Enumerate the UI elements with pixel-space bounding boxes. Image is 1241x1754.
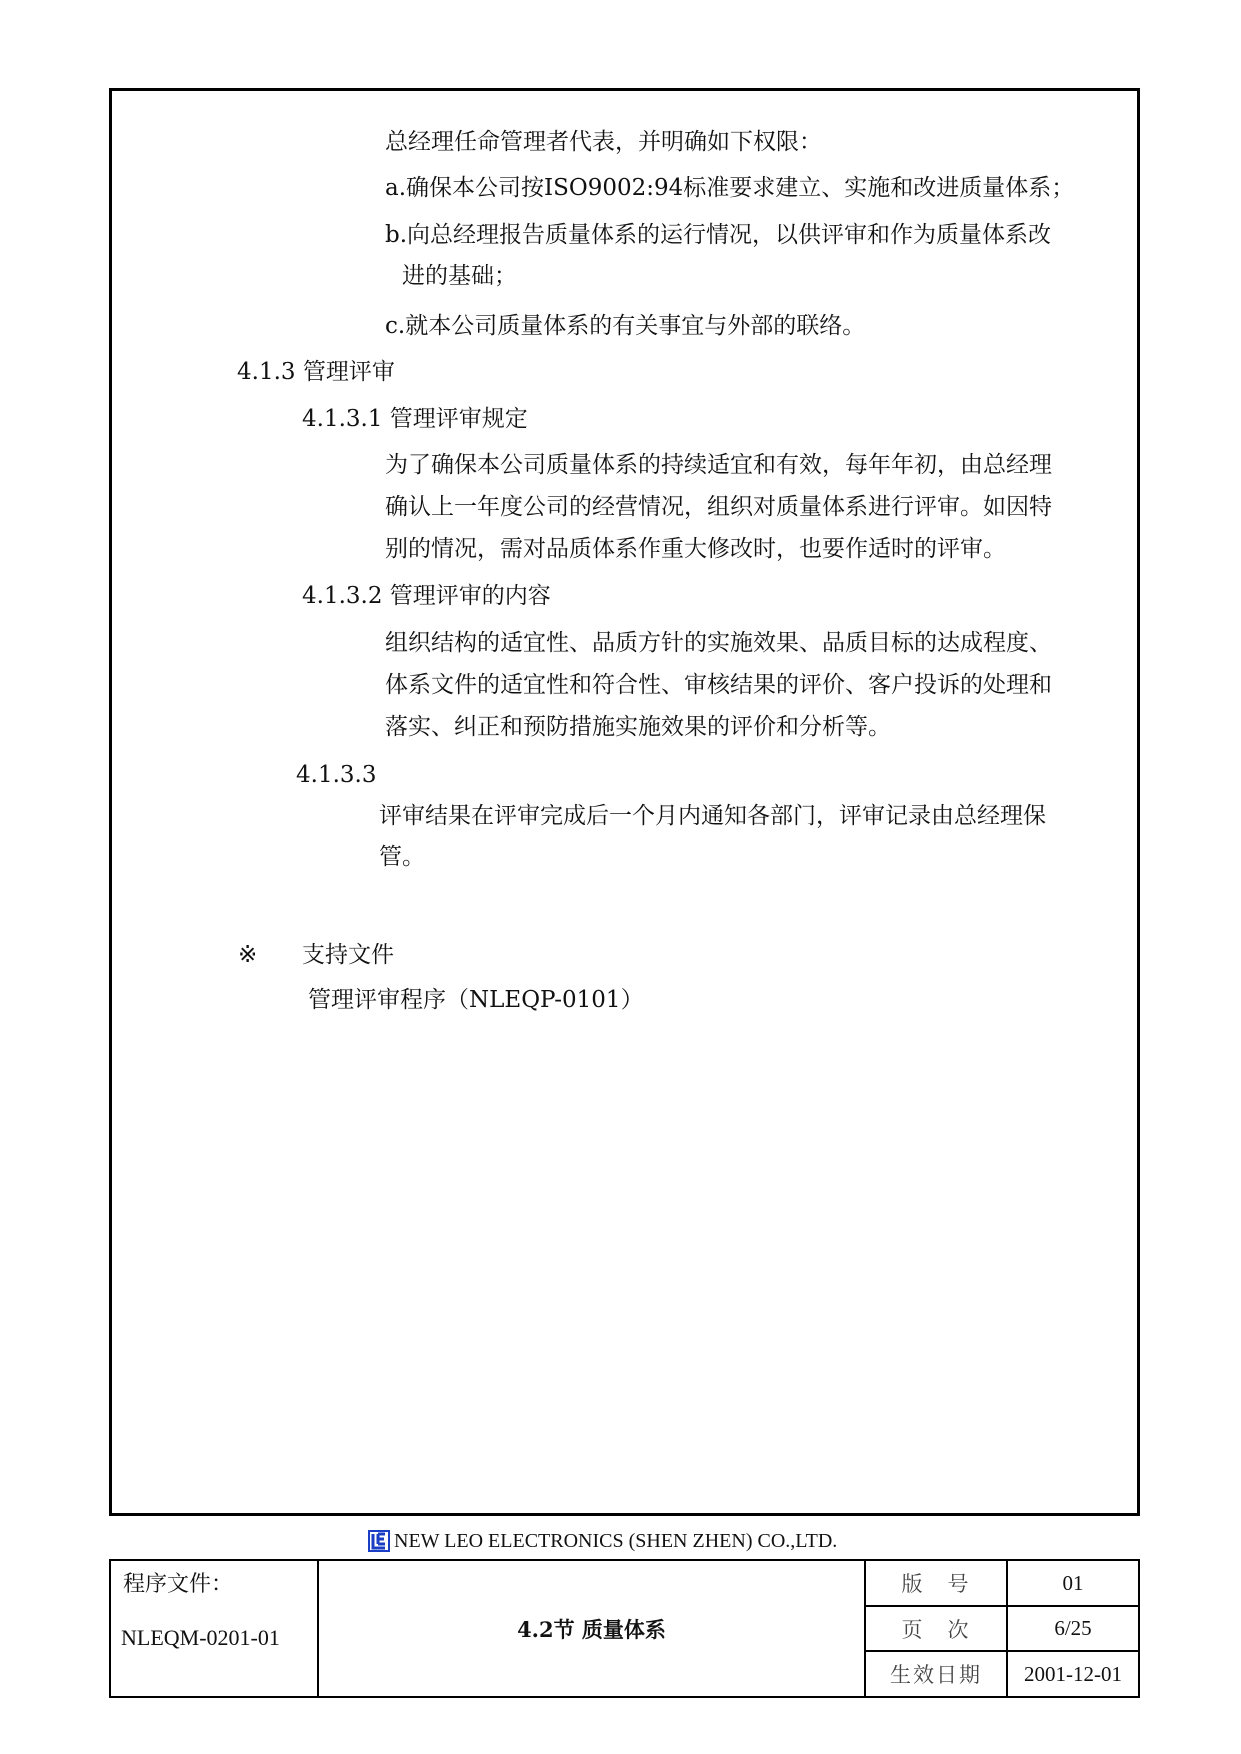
heading-4-1-3: 4.1.3 管理评审 — [237, 359, 395, 385]
section-title: 4.2节 质量体系 — [318, 1560, 865, 1697]
paragraph-4-1-3-1-line1: 为了确保本公司质量体系的持续适宜和有效，每年年初，由总经理 — [385, 452, 1052, 478]
document-type-label: 程序文件： — [123, 1572, 234, 1597]
document-footer-table — [109, 1559, 1140, 1698]
heading-4-1-3-1: 4.1.3.1 管理评审规定 — [302, 406, 528, 432]
paragraph-4-1-3-1-line3: 别的情况，需对品质体系作重大修改时，也要作适时的评审。 — [385, 536, 1006, 562]
paragraph-4-1-3-3-line1: 评审结果在评审完成后一个月内通知各部门，评审记录由总经理保 — [379, 803, 1046, 829]
paragraph-4-1-3-2-line1: 组织结构的适宜性、品质方针的实施效果、品质目标的达成程度、 — [385, 630, 1052, 656]
effective-date-label: 生效日期 — [865, 1651, 1007, 1697]
supporting-documents-heading: 支持文件 — [302, 942, 394, 968]
reference-mark: ※ — [238, 942, 258, 968]
document-code: NLEQM-0201-01 — [121, 1625, 280, 1650]
document-type-cell — [110, 1560, 318, 1697]
paragraph-4-1-3-1-line2: 确认上一年度公司的经营情况，组织对质量体系进行评审。如因特 — [385, 494, 1052, 520]
paragraph-4-1-3-2-line3: 落实、纠正和预防措施实施效果的评价和分析等。 — [385, 714, 891, 740]
version-label: 版 号 — [865, 1560, 1007, 1606]
heading-4-1-3-2: 4.1.3.2 管理评审的内容 — [302, 583, 551, 609]
paragraph-appointment: 总经理任命管理者代表，并明确如下权限： — [385, 129, 822, 155]
heading-4-1-3-3: 4.1.3.3 — [296, 762, 377, 788]
item-b-line2: 进的基础； — [402, 263, 517, 289]
le-logo-icon — [368, 1530, 390, 1552]
item-b-line1: b.向总经理报告质量体系的运行情况，以供评审和作为质量体系改 — [385, 222, 1052, 248]
company-line — [368, 1526, 837, 1556]
effective-date-value: 2001-12-01 — [1007, 1651, 1139, 1697]
paragraph-4-1-3-3-line2: 管。 — [379, 844, 425, 870]
page-label: 页 次 — [865, 1606, 1007, 1651]
supporting-document-item: 管理评审程序（NLEQP-0101） — [308, 987, 644, 1013]
company-name: NEW LEO ELECTRONICS (SHEN ZHEN) CO.,LTD. — [394, 1529, 838, 1552]
paragraph-4-1-3-2-line2: 体系文件的适宜性和符合性、审核结果的评价、客户投诉的处理和 — [385, 672, 1052, 698]
item-c: c.就本公司质量体系的有关事宜与外部的联络。 — [385, 313, 866, 339]
version-value: 01 — [1007, 1560, 1139, 1606]
page-value: 6/25 — [1007, 1606, 1139, 1651]
item-a: a.确保本公司按ISO9002:94标准要求建立、实施和改进质量体系； — [385, 175, 1075, 201]
